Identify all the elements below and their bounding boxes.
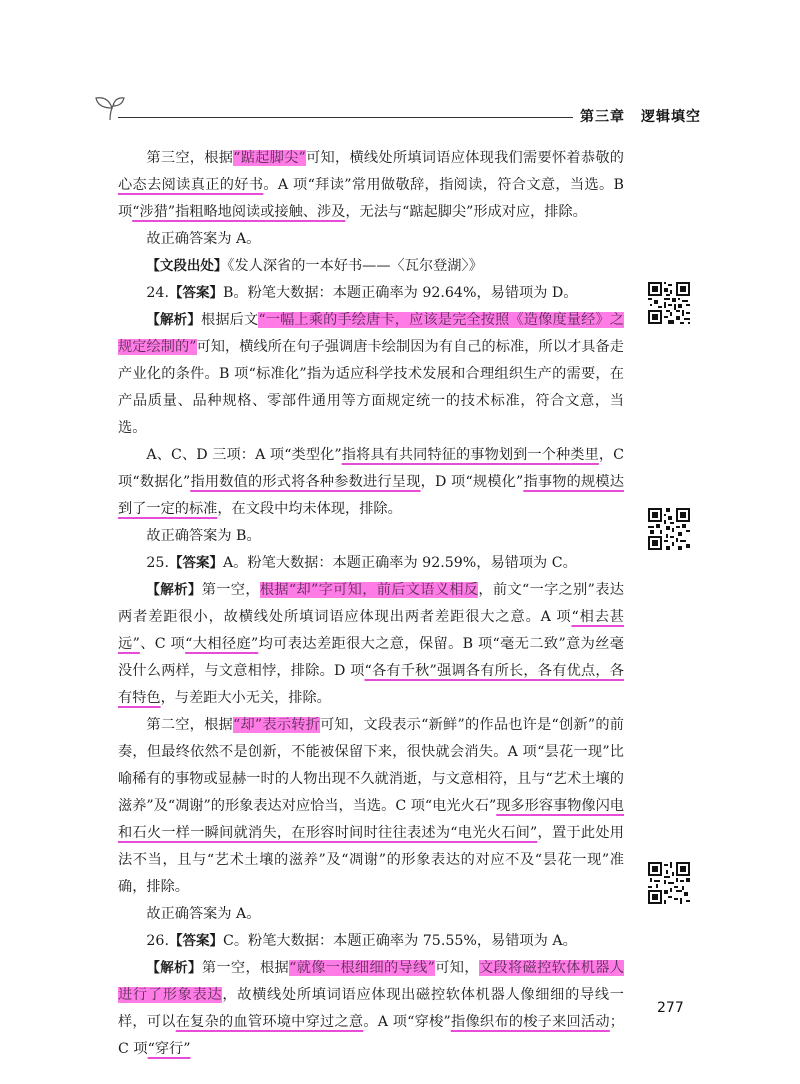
- analysis-tag: 【解析】: [146, 582, 202, 598]
- chapter-header: [580, 106, 701, 126]
- underline: “各有千秋”强调各有所长，各有优点，各有特色: [118, 663, 624, 706]
- highlight: 文段将磁控软体机器人进行了形象表达: [118, 960, 624, 1003]
- answer-text: C。粉笔大数据：本题正确率为 75.55%，易错项为 A。: [222, 933, 577, 949]
- page-number: 277: [657, 1000, 684, 1016]
- underline: 指用数值的形式将各种参数进行呈现: [190, 474, 421, 490]
- underline: “相去甚远”: [118, 609, 624, 652]
- header-rule: [118, 117, 573, 118]
- analysis-25: [118, 577, 624, 712]
- analysis-24: [118, 307, 624, 442]
- text-run: 第一空，根据: [201, 960, 290, 976]
- question-number: 25.: [146, 555, 169, 571]
- paragraph: [118, 712, 624, 901]
- text-run: ；C 项: [118, 1014, 624, 1057]
- qr-code-icon[interactable]: [648, 508, 690, 550]
- conclusion: 故正确答案为 A。: [146, 231, 261, 247]
- underline: 指将具有共同特征的事物划到一个种类里: [341, 447, 599, 463]
- analysis-26: [118, 955, 624, 1063]
- qr-code-icon[interactable]: [648, 282, 690, 324]
- question-number: 26.: [146, 933, 169, 949]
- text-run: ，与差距大小无关，排除。: [160, 690, 331, 706]
- answer-24: [118, 280, 624, 307]
- source-line: [118, 253, 624, 280]
- analysis-tag: 【解析】: [146, 960, 202, 976]
- underline: 现多形容事物像闪电和石火一样一瞬间就消失，在形容时间时往往表述为“电光火石间”: [118, 798, 624, 841]
- text-run: 可知，横线处所填词语应体现我们需要怀着恭敬的: [305, 150, 624, 166]
- text-run: 可知，横线所在句子强调唐卡绘制因为有自己的标准，所以才具备走产业化的条件。B 项“标准化”指为适应科学技术发展和合理组织生产的需要，在产品质量、品种规格、零部件通用等方面规定统一的技术标准，符合文意，当选。: [118, 339, 624, 436]
- text-run: ，故横线处所填词语应体现出磁控软体机器人像细细的导线一样，可以: [118, 987, 624, 1030]
- chapter-number: 第三章: [580, 109, 625, 125]
- text-run: ，置于此处用法不当，且与“艺术土壤的滋养”及“凋谢”的形象表达的对应不及“昙花一现”准确，排除。: [118, 825, 624, 895]
- answer-25: [118, 550, 624, 577]
- highlight: “却”表示转折: [232, 717, 321, 733]
- text-run: 。A 项“穿梭”: [363, 1014, 451, 1030]
- answer-26: [118, 928, 624, 955]
- text-run: ，C 项“数据化”: [118, 447, 624, 490]
- underline: 指事物的规模达到了一定的标准: [118, 474, 624, 517]
- text-run: ，D 项“规模化”: [420, 474, 524, 490]
- answer-tag: 【答案】: [168, 285, 223, 301]
- answer-text: A。粉笔大数据：本题正确率为 92.59%，易错项为 C。: [222, 555, 577, 571]
- text-run: 第三空，根据: [146, 150, 234, 166]
- text-run: 第一空，: [201, 582, 260, 598]
- underline: “大相径庭”: [185, 636, 259, 652]
- answer-text: B。粉笔大数据：本题正确率为 92.64%，易错项为 D。: [222, 285, 578, 301]
- text-run: ，前文“一字之别”表达两者差距很小，故横线处所填词语应体现出两者差距很大之意。A 项: [118, 582, 624, 625]
- answer-tag: 【答案】: [168, 933, 223, 949]
- text-run: ，在文段中均未体现，排除。: [217, 501, 402, 517]
- chapter-title: 逻辑填空: [641, 109, 701, 125]
- highlight: 根据“却”字可知，前后文语义相反: [259, 582, 479, 598]
- text-run: ，无法与“踮起脚尖”形成对应，排除。: [345, 204, 587, 220]
- source-tag: 【文段出处】: [146, 258, 228, 274]
- question-number: 24.: [146, 285, 169, 301]
- page-content: [118, 145, 624, 1063]
- underline: 心态去阅读真正的好书: [118, 177, 264, 193]
- text-run: 可知，: [434, 960, 479, 976]
- source-text: 《发人深省的一本好书——〈瓦尔登湖〉》: [227, 258, 483, 274]
- text-run: 可知，文段表示“新鲜”的作品也许是“创新”的前奏，但最终依然不是创新，不能被保留下来，很快就会消失。A 项“昙花一现”比喻稀有的事物或显赫一时的人物出现不久就消逝，与文意相符，且与“艺术土壤的滋养”及“凋谢”的形象表达对应恰当，当选。C 项“电光火石”: [118, 717, 624, 814]
- answer-tag: 【答案】: [168, 555, 223, 571]
- highlight: “就像一根细细的导线”: [289, 960, 435, 976]
- underline: “穿行”: [147, 1041, 191, 1057]
- text-run: A、C、D 三项：A 项“类型化”: [146, 447, 342, 463]
- text-run: 根据后文: [200, 312, 259, 328]
- underline: “涉猎”指粗略地阅读或接触、涉及: [132, 204, 346, 220]
- conclusion: 故正确答案为 B。: [146, 528, 261, 544]
- analysis-tag: 【解析】: [146, 312, 201, 328]
- qr-code-icon[interactable]: [648, 862, 690, 904]
- underline: 在复杂的血管环境中穿过之意: [175, 1014, 364, 1030]
- highlight: “踮起脚尖”: [233, 150, 306, 166]
- text-run: 、C 项: [139, 636, 186, 652]
- text-run: 第二空，根据: [146, 717, 233, 733]
- paragraph: [118, 145, 624, 226]
- paragraph: [118, 442, 624, 523]
- conclusion: 故正确答案为 A。: [146, 906, 261, 922]
- text-run: 均可表达差距很大之意，保留。B 项“毫无二致”意为丝毫没什么两样，与文意相悖，排除。D 项: [118, 636, 624, 679]
- highlight: “一幅上乘的手绘唐卡，应该是完全按照《造像度量经》之规定绘制的”: [118, 312, 624, 355]
- text-run: 。A 项“拜读”常用做敬辞，指阅读，符合文意，当选。B 项: [118, 177, 624, 220]
- underline: 指像织布的梭子来回活动: [450, 1014, 610, 1030]
